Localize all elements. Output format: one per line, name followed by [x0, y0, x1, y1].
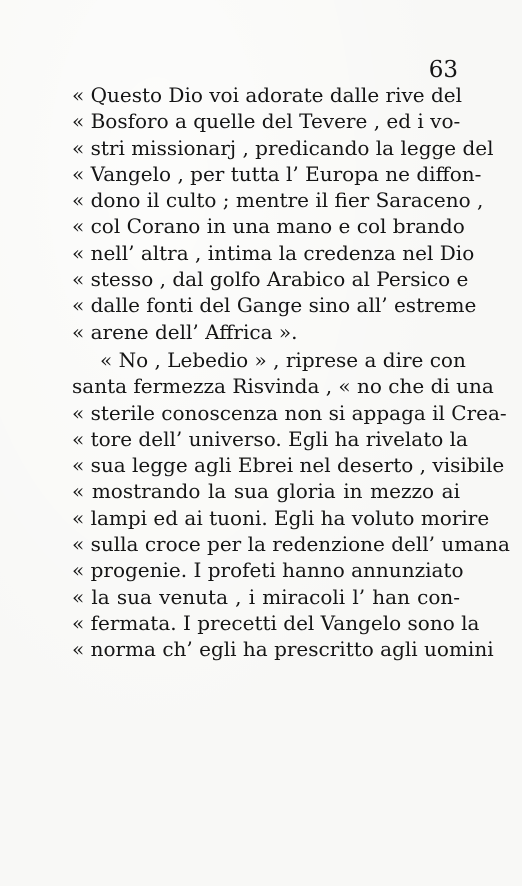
text-line: « arene dell’ Affrica ».	[72, 319, 298, 344]
text-line: « dono il culto ; mentre il fier Saraceno ,	[72, 188, 484, 213]
text-line: « sterile conoscenza non si appaga il Crea-	[72, 400, 507, 425]
text-line: « sua legge agli Ebrei nel deserto , visibile	[72, 453, 505, 478]
text-line: « la sua venuta , i miracoli l’ han con-	[72, 584, 460, 609]
text-line: « Bosforo a quelle del Tevere , ed i vo-	[72, 109, 461, 134]
text-line: « norma ch’ egli ha prescritto agli uomini	[72, 637, 494, 662]
text-line: « tore dell’ universo. Egli ha rivelato la	[72, 426, 468, 451]
text-line: « sulla croce per la redenzione dell’ umana	[72, 532, 510, 557]
text-line: « fermata. I precetti del Vangelo sono la	[72, 610, 480, 635]
text-line: « Questo Dio voi adorate dalle rive del	[72, 83, 463, 107]
text-line: « dalle fonti del Gange sino all’ estreme	[72, 293, 477, 318]
text-line: « mostrando la sua gloria in mezzo ai	[72, 479, 460, 504]
text-line: « stesso , dal golfo Arabico al Persico e	[72, 267, 469, 292]
page-number: 63	[428, 57, 458, 83]
text-line: « Vangelo , per tutta l’ Europa ne diffon-	[72, 161, 482, 186]
text-line: « nell’ altra , intima la credenza nel Dio	[72, 240, 475, 265]
body-text	[72, 82, 510, 663]
text-line: « lampi ed ai tuoni. Egli ha voluto morire	[72, 505, 490, 530]
text-line: « progenie. I profeti hanno annunziato	[72, 558, 464, 583]
text-line: « stri missionarj , predicando la legge del	[72, 135, 494, 160]
text-line: santa fermezza Risvinda , « no che di una	[72, 374, 494, 399]
text-line: « No , Lebedio » , riprese a dire con	[100, 347, 466, 372]
text-line: « col Corano in una mano e col brando	[72, 214, 465, 239]
